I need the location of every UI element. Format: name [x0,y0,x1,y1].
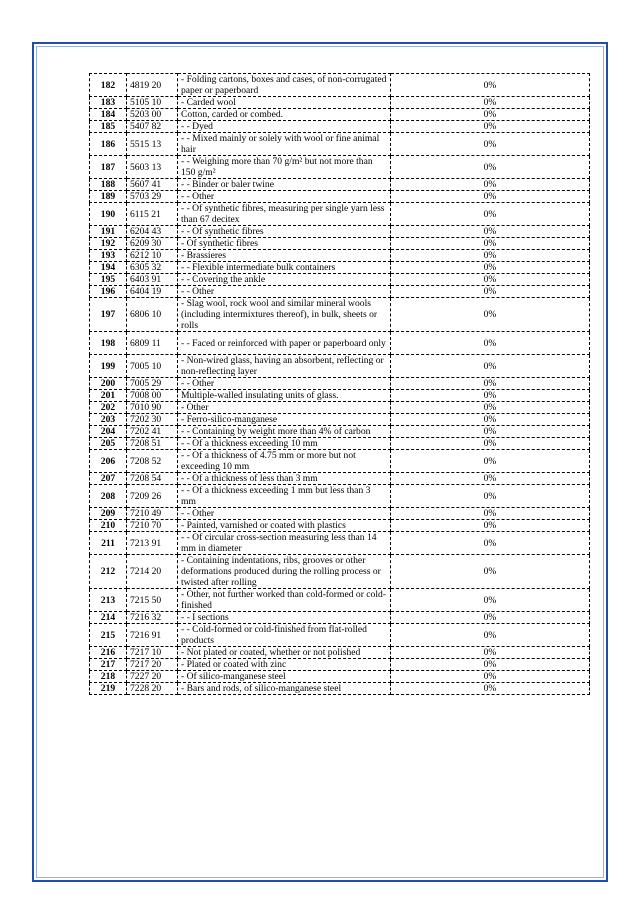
tariff-rate: 0% [391,203,590,226]
row-number: 193 [90,250,127,262]
table-row [90,647,590,659]
product-description: - - Containing by weight more than 4% of carbon [178,426,391,438]
hs-code: 7217 10 [127,647,178,659]
hs-code: 7202 30 [127,414,178,426]
row-number: 203 [90,414,127,426]
table-row [90,286,590,298]
hs-code: 5407 82 [127,121,178,133]
hs-code: 6204 43 [127,226,178,238]
row-number: 199 [90,355,127,378]
tariff-table [89,73,590,695]
product-description: - - Cold-formed or cold-finished from flat-rolled products [178,624,391,647]
hs-code: 7010 90 [127,402,178,414]
row-number: 202 [90,402,127,414]
table-row [90,274,590,286]
product-description: - - Of synthetic fibres [178,226,391,238]
hs-code: 7215 50 [127,589,178,612]
table-row [90,133,590,156]
row-number: 206 [90,450,127,473]
table-row [90,402,590,414]
product-description: - - Of a thickness exceeding 10 mm [178,438,391,450]
tariff-rate: 0% [391,226,590,238]
hs-code: 7228 20 [127,683,178,695]
product-description: - Non-wired glass, having an absorbent, reflecting or non-reflecting layer [178,355,391,378]
table-row [90,390,590,402]
table-row [90,238,590,250]
table-row [90,179,590,191]
table-row [90,298,590,332]
row-number: 212 [90,555,127,589]
product-description: - Plated or coated with zinc [178,659,391,671]
table-row [90,332,590,355]
tariff-rate: 0% [391,262,590,274]
hs-code: 7202 41 [127,426,178,438]
table-row [90,121,590,133]
row-number: 183 [90,97,127,109]
table-row [90,426,590,438]
hs-code: 5515 13 [127,133,178,156]
tariff-rate: 0% [391,612,590,624]
hs-code: 5607 41 [127,179,178,191]
hs-code: 7214 20 [127,555,178,589]
tariff-rate: 0% [391,659,590,671]
row-number: 190 [90,203,127,226]
row-number: 204 [90,426,127,438]
row-number: 186 [90,133,127,156]
hs-code: 6209 30 [127,238,178,250]
tariff-rate: 0% [391,74,590,97]
tariff-rate: 0% [391,438,590,450]
tariff-rate: 0% [391,179,590,191]
table-row [90,226,590,238]
product-description: - Other [178,402,391,414]
row-number: 200 [90,378,127,390]
product-description: - - Other [178,508,391,520]
tariff-rate: 0% [391,520,590,532]
hs-code: 7210 70 [127,520,178,532]
tariff-rate: 0% [391,133,590,156]
product-description: - Painted, varnished or coated with plastics [178,520,391,532]
tariff-rate: 0% [391,274,590,286]
table-row [90,683,590,695]
row-number: 191 [90,226,127,238]
tariff-rate: 0% [391,414,590,426]
table-row [90,156,590,179]
tariff-table-body [90,74,590,695]
tariff-rate: 0% [391,671,590,683]
product-description: - Slag wool, rock wool and similar mineral wools (including intermixtures thereof), in bulk, sheets or rolls [178,298,391,332]
product-description: - Folding cartons, boxes and cases, of non-corrugated paper or paperboard [178,74,391,97]
tariff-rate: 0% [391,250,590,262]
tariff-rate: 0% [391,450,590,473]
product-description: - Of synthetic fibres [178,238,391,250]
tariff-rate: 0% [391,332,590,355]
product-description: - - Faced or reinforced with paper or paperboard only [178,332,391,355]
hs-code: 6115 21 [127,203,178,226]
row-number: 207 [90,473,127,485]
table-row [90,109,590,121]
table-row [90,203,590,226]
row-number: 189 [90,191,127,203]
table-row [90,438,590,450]
row-number: 210 [90,520,127,532]
hs-code: 6403 91 [127,274,178,286]
hs-code: 7217 20 [127,659,178,671]
table-row [90,450,590,473]
product-description: - - Other [178,378,391,390]
table-row [90,74,590,97]
tariff-rate: 0% [391,238,590,250]
product-description: - - Other [178,191,391,203]
table-row [90,555,590,589]
tariff-rate: 0% [391,508,590,520]
row-number: 197 [90,298,127,332]
row-number: 208 [90,485,127,508]
hs-code: 7208 51 [127,438,178,450]
product-description: - - Other [178,286,391,298]
product-description: - Carded wool [178,97,391,109]
product-description: - Of silico-manganese steel [178,671,391,683]
hs-code: 5105 10 [127,97,178,109]
hs-code: 7005 29 [127,378,178,390]
row-number: 187 [90,156,127,179]
product-description: - - Mixed mainly or solely with wool or fine animal hair [178,133,391,156]
tariff-rate: 0% [391,298,590,332]
row-number: 192 [90,238,127,250]
product-description: - - Flexible intermediate bulk containers [178,262,391,274]
hs-code: 7227 20 [127,671,178,683]
table-row [90,624,590,647]
tariff-rate: 0% [391,555,590,589]
tariff-rate: 0% [391,485,590,508]
row-number: 216 [90,647,127,659]
product-description: - Brassieres [178,250,391,262]
table-row [90,473,590,485]
hs-code: 7216 32 [127,612,178,624]
product-description: - - Dyed [178,121,391,133]
row-number: 182 [90,74,127,97]
hs-code: 6806 10 [127,298,178,332]
table-row [90,378,590,390]
product-description: - - Of a thickness of less than 3 mm [178,473,391,485]
row-number: 185 [90,121,127,133]
table-row [90,532,590,555]
table-row [90,659,590,671]
hs-code: 5203 00 [127,109,178,121]
product-description: - Containing indentations, ribs, grooves or other deformations produced during the rolling process or twisted after rolling [178,555,391,589]
tariff-rate: 0% [391,402,590,414]
row-number: 218 [90,671,127,683]
hs-code: 7005 10 [127,355,178,378]
hs-code: 7210 49 [127,508,178,520]
row-number: 213 [90,589,127,612]
table-row [90,520,590,532]
table-row [90,414,590,426]
table-row [90,97,590,109]
table-row [90,355,590,378]
tariff-rate: 0% [391,156,590,179]
row-number: 217 [90,659,127,671]
product-description: - - Of synthetic fibres, measuring per single yarn less than 67 decitex [178,203,391,226]
hs-code: 7208 54 [127,473,178,485]
hs-code: 7008 00 [127,390,178,402]
hs-code: 7209 26 [127,485,178,508]
hs-code: 7216 91 [127,624,178,647]
product-description: - - Binder or baler twine [178,179,391,191]
hs-code: 6404 19 [127,286,178,298]
hs-code: 5603 13 [127,156,178,179]
tariff-rate: 0% [391,473,590,485]
tariff-rate: 0% [391,589,590,612]
product-description: - - Covering the ankle [178,274,391,286]
row-number: 209 [90,508,127,520]
tariff-rate: 0% [391,286,590,298]
row-number: 195 [90,274,127,286]
tariff-rate: 0% [391,109,590,121]
product-description: - Other, not further worked than cold-formed or cold-finished [178,589,391,612]
hs-code: 6809 11 [127,332,178,355]
row-number: 215 [90,624,127,647]
table-row [90,612,590,624]
tariff-rate: 0% [391,355,590,378]
row-number: 211 [90,532,127,555]
hs-code: 6305 32 [127,262,178,274]
hs-code: 5703 29 [127,191,178,203]
product-description: - - Of a thickness exceeding 1 mm but less than 3 mm [178,485,391,508]
tariff-rate: 0% [391,624,590,647]
product-description: - - I sections [178,612,391,624]
product-description: - Ferro-silico-manganese [178,414,391,426]
table-row [90,191,590,203]
hs-code: 7213 91 [127,532,178,555]
tariff-rate: 0% [391,647,590,659]
tariff-rate: 0% [391,426,590,438]
row-number: 194 [90,262,127,274]
tariff-rate: 0% [391,378,590,390]
tariff-rate: 0% [391,532,590,555]
product-description: - Bars and rods, of silico-manganese steel [178,683,391,695]
product-description: Multiple-walled insulating units of glass. [178,390,391,402]
product-description: - Not plated or coated, whether or not polished [178,647,391,659]
product-description: Cotton, carded or combed. [178,109,391,121]
table-row [90,671,590,683]
tariff-rate: 0% [391,191,590,203]
table-row [90,508,590,520]
hs-code: 6212 10 [127,250,178,262]
row-number: 184 [90,109,127,121]
hs-code: 7208 52 [127,450,178,473]
table-row [90,485,590,508]
tariff-rate: 0% [391,683,590,695]
row-number: 201 [90,390,127,402]
product-description: - - Weighing more than 70 g/m² but not more than 150 g/m² [178,156,391,179]
product-description: - - Of circular cross-section measuring less than 14 mm in diameter [178,532,391,555]
hs-code: 4819 20 [127,74,178,97]
tariff-rate: 0% [391,97,590,109]
tariff-rate: 0% [391,121,590,133]
table-row [90,250,590,262]
row-number: 196 [90,286,127,298]
tariff-rate: 0% [391,390,590,402]
row-number: 198 [90,332,127,355]
row-number: 188 [90,179,127,191]
row-number: 219 [90,683,127,695]
product-description: - - Of a thickness of 4.75 mm or more but not exceeding 10 mm [178,450,391,473]
row-number: 214 [90,612,127,624]
row-number: 205 [90,438,127,450]
table-row [90,262,590,274]
table-row [90,589,590,612]
